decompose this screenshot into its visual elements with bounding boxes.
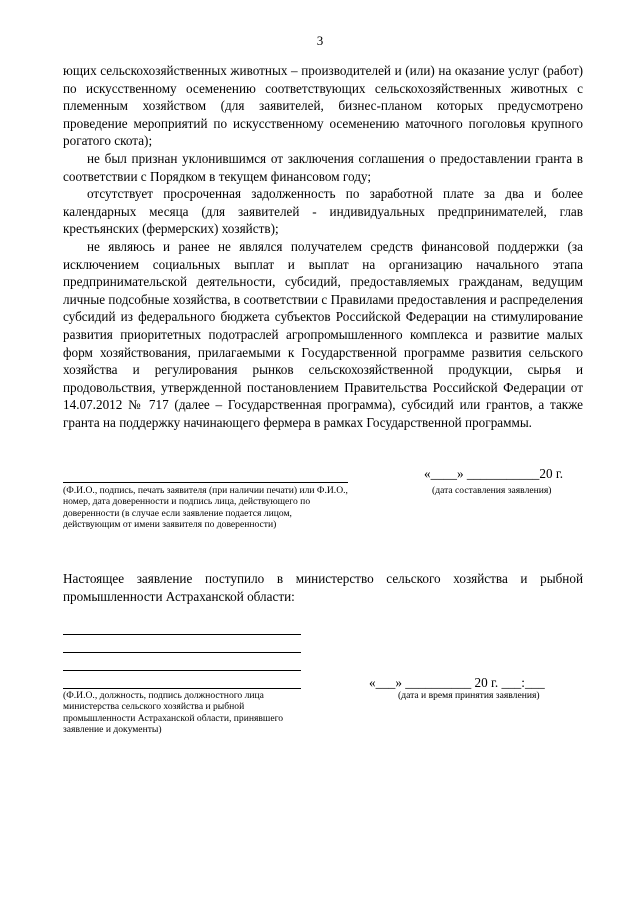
- body-text: [63, 62, 583, 431]
- receipt-date-line: «___» __________ 20 г. ___:___: [369, 675, 545, 690]
- official-signature-caption: (Ф.И.О., должность, подпись должностного лица министерства сельского хозяйства и рыбной промышленности Астраханской области, принявшего заявление и документы): [63, 690, 284, 736]
- applicant-signature-line: [63, 482, 348, 483]
- received-statement: [63, 570, 583, 605]
- paragraph-1: ющих сельскохозяйственных животных – производителей и (или) на оказание услуг (работ) по искусственному осеменению соответствующих сельскохозяйственных животных с племенным хозяйством (для заявителей, бизнес-планом которых предусмотрено проведение мероприятий по искусственному осеменению маточного поголовья крупного рогатого скота);: [63, 63, 583, 149]
- received-text: Настоящее заявление поступило в министерство сельского хозяйства и рыбной промышленности Астраханской области:: [63, 571, 583, 604]
- official-line-1: [63, 634, 301, 635]
- applicant-signature-caption: (Ф.И.О., подпись, печать заявителя (при наличии печати) или Ф.И.О., номер, дата доверенности и подпись лица, действующего по доверенности (в случае если заявление подается лицом, действующим от имени заявителя по доверенности): [63, 485, 348, 531]
- paragraph-4: не являюсь и ранее не являлся получателем средств финансовой поддержки (за исключением социальных выплат и выплат на организацию начального этапа предпринимательской деятельности, субсидий, предоставляемых гражданам, ведущим личные подсобные хозяйства, в соответствии с Правилами предоставления и распределения субсидий из федерального бюджета субъектов Российской Федерации на стимулирование развития приоритетных подотраслей агропромышленного комплекса и развитие малых форм хозяйствования, прилагаемыми к Государственной программе развития сельского хозяйства и регулирования рынков сельскохозяйственной продукции, сырья и продовольствия, утвержденной постановлением Правительства Российской Федерации от 14.07.2012 № 717 (далее – Государственная программа), субсидий или грантов, а также гранта на поддержку начинающего фермера в рамках Государственной программы.: [63, 238, 583, 430]
- official-line-2: [63, 652, 301, 653]
- official-line-3: [63, 670, 301, 671]
- paragraph-3: отсутствует просроченная задолженность по заработной плате за два и более календарных месяца (для заявителей - индивидуальных предпринимателей, глав крестьянских (фермерских) хозяйств);: [63, 186, 583, 237]
- application-date-line: «____» ___________20 г.: [424, 466, 564, 481]
- application-date-caption: (дата составления заявления): [432, 485, 552, 496]
- receipt-date-caption: (дата и время принятия заявления): [398, 690, 540, 701]
- official-line-4: [63, 688, 301, 689]
- paragraph-2: не был признан уклонившимся от заключения соглашения о предоставлении гранта в соответствии с Порядком в текущем финансовом году;: [63, 150, 583, 184]
- page-number: 3: [316, 33, 324, 48]
